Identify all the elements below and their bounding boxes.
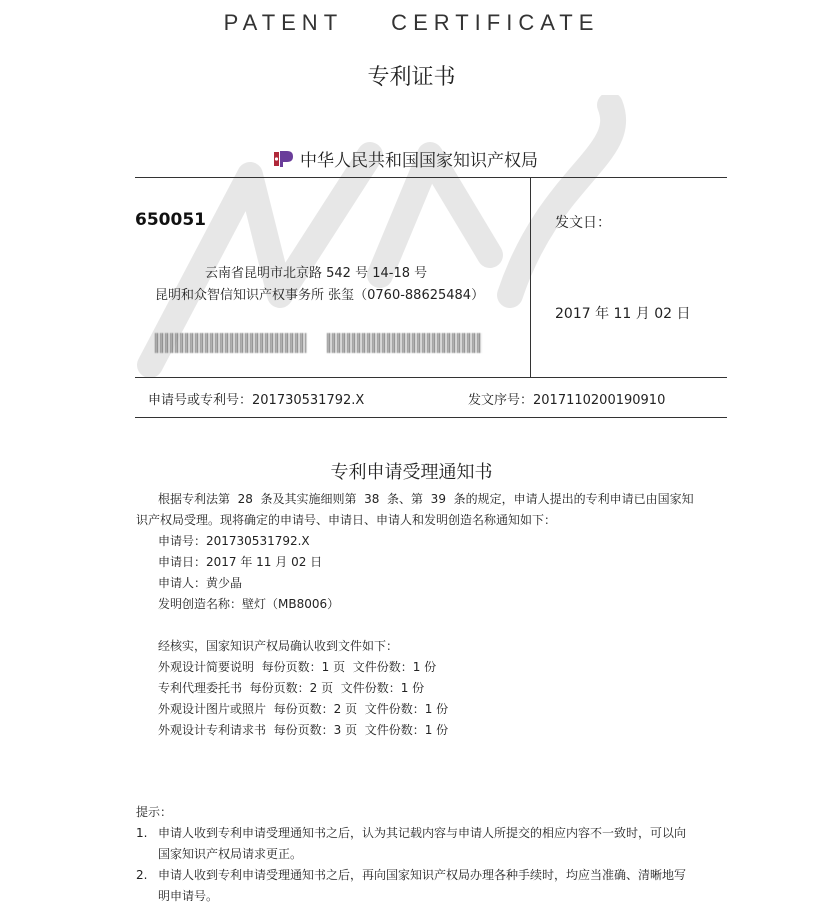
document-serial-label: 发文序号： <box>468 393 534 408</box>
document-serial-value: 2017110200190910 <box>533 393 666 408</box>
divider-middle <box>135 377 727 378</box>
notice-paragraph-1a: 根据专利法第 28 条及其实施细则第 38 条、第 39 条的规定，申请人提出的专利申请已由国家知 <box>158 492 694 506</box>
application-number-label: 申请号或专利号： <box>148 393 253 408</box>
notice-paragraph-1b: 识产权局受理。现将确定的申请号、申请日、申请人和发明创造名称通知如下： <box>136 513 557 527</box>
postal-code: 650051 <box>135 210 206 230</box>
tip-number: 2. <box>136 868 148 882</box>
tip-number: 1. <box>136 826 148 840</box>
barcode-right <box>327 333 482 353</box>
document-item: 外观设计专利请求书 每份页数：3 页 文件份数：1 份 <box>158 723 449 737</box>
divider-vertical <box>530 177 531 378</box>
field-application-date: 申请日：2017 年 11 月 02 日 <box>158 555 323 569</box>
notice-title: 专利申请受理通知书 <box>330 462 493 483</box>
divider-top <box>135 177 727 178</box>
document-item: 外观设计简要说明 每份页数：1 页 文件份数：1 份 <box>158 660 437 674</box>
application-number <box>148 389 364 408</box>
address-line-2: 昆明和众智信知识产权事务所 张玺（0760-88625484） <box>155 288 485 303</box>
issue-date-value: 2017 年 11 月 02 日 <box>555 306 691 322</box>
tips-label: 提示： <box>136 805 173 819</box>
certificate-title-cn: 专利证书 <box>367 65 456 90</box>
certificate-title-en: PATENT CERTIFICATE <box>223 10 600 35</box>
patent-office-logo-icon <box>272 149 296 169</box>
issue-date-label: 发文日： <box>555 215 611 231</box>
documents-intro: 经核实，国家知识产权局确认收到文件如下： <box>158 639 399 653</box>
tip-text: 申请人收到专利申请受理通知书之后，再向国家知识产权局办理各种手续时，均应当准确、清晰地写 <box>158 868 687 882</box>
application-number-value: 201730531792.X <box>252 393 365 408</box>
patent-office-header <box>272 146 538 171</box>
field-invention-name: 发明创造名称：壁灯（MB8006） <box>158 597 340 611</box>
tip-text-continued: 明申请号。 <box>158 889 219 903</box>
patent-office-name: 中华人民共和国国家知识产权局 <box>300 151 538 171</box>
tip-text: 申请人收到专利申请受理通知书之后，认为其记载内容与申请人所提交的相应内容不一致时，可以向 <box>158 826 687 840</box>
field-application-number: 申请号：201730531792.X <box>158 534 310 548</box>
document-serial <box>468 389 665 408</box>
document-item: 外观设计图片或照片 每份页数：2 页 文件份数：1 份 <box>158 702 449 716</box>
barcode-left <box>155 333 307 353</box>
tip-text-continued: 国家知识产权局请求更正。 <box>158 847 303 861</box>
document-item: 专利代理委托书 每份页数：2 页 文件份数：1 份 <box>158 681 425 695</box>
divider-bottom <box>135 417 727 418</box>
address-line-1: 云南省昆明市北京路 542 号 14-18 号 <box>205 266 428 281</box>
field-applicant: 申请人：黄少晶 <box>158 576 243 590</box>
